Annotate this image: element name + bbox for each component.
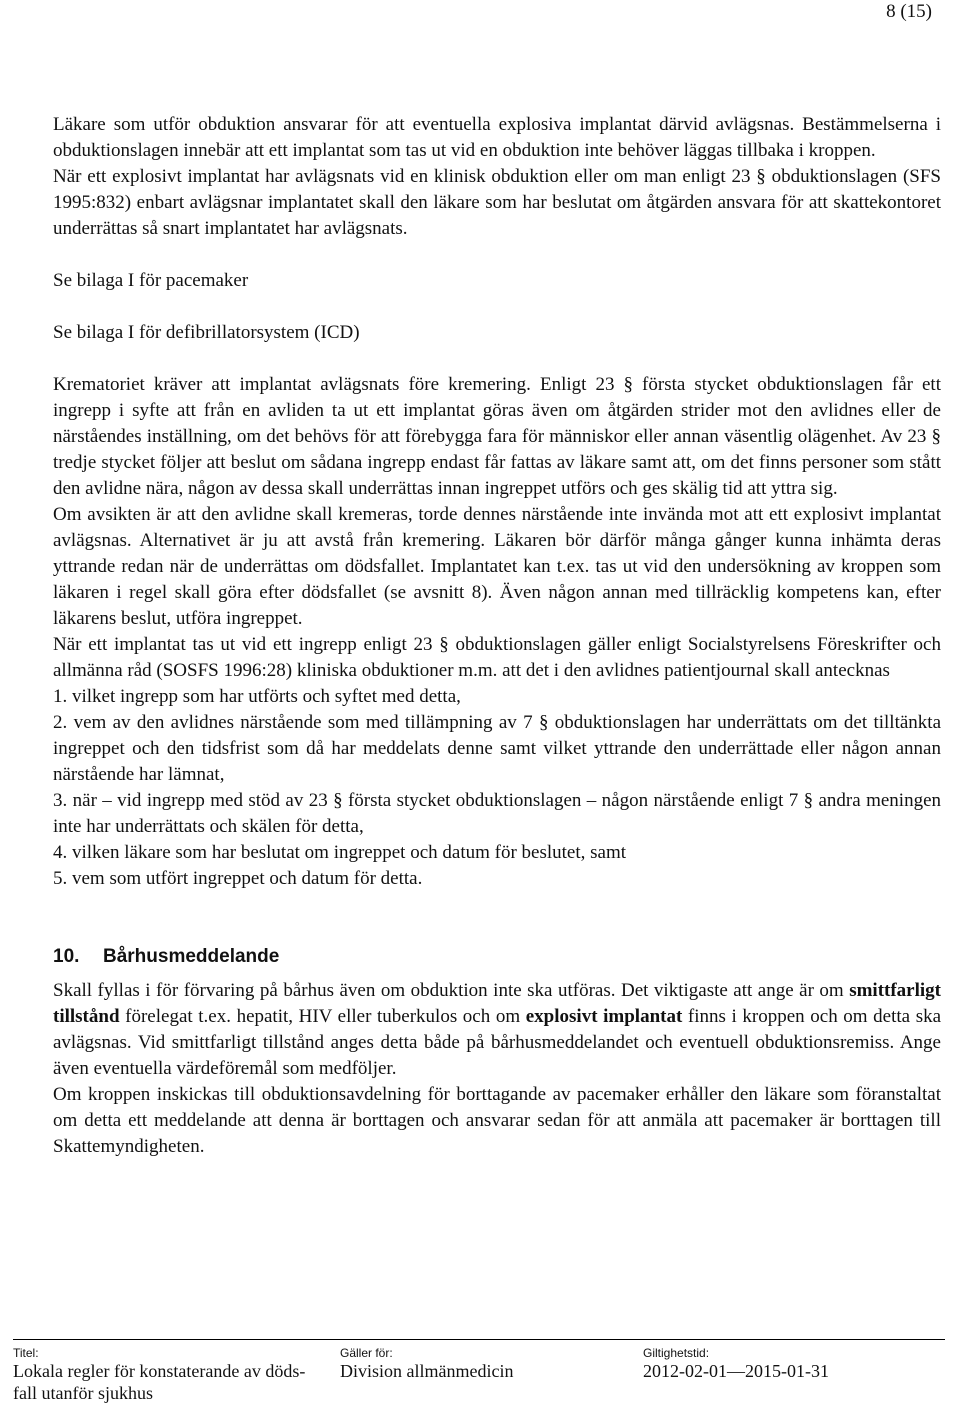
paragraph-tax-office-notice: När ett explosivt implantat har avlägsnats vid en klinisk obduktion eller om man enligt 23 § obduktionslagen (SFS 1995:832) enbart avlägsnar implantatet skall den läkare som har beslutat om åtgärden ansvara för att skattekontoret underrättas så snart implantatet har avlägsnats. [53, 166, 941, 239]
footer-applies-label: Gäller för: [340, 1346, 393, 1360]
list-item: 4. vilken läkare som har beslutat om ingreppet och datum för beslutet, samt [53, 842, 627, 863]
footer-title-label: Titel: [13, 1346, 39, 1360]
footer-validity-value: 2012-02-01—2015-01-31 [643, 1361, 829, 1381]
morgue-text-mid: förelegat t.ex. hepatit, HIV eller tuberkulos och om [125, 1006, 521, 1027]
list-item: 3. när – vid ingrepp med stöd av 23 § första stycket obduktionslagen – någon närstående enligt 7 § andra meningen inte har underrättats och skälen för detta, [53, 790, 941, 837]
footer-applies-block [340, 1346, 620, 1382]
paragraph-autopsy-responsibility: Läkare som utför obduktion ansvarar för att eventuella explosiva implantat därvid avlägsnas. Bestämmelserna i obduktionslagen innebär att ett implantat som tas ut vid en obduktion inte behöver läggas tillbaka i kroppen. [53, 114, 941, 161]
paragraph-morgue-notice [53, 978, 941, 1082]
morgue-text-end: finns i kroppen och om detta ska avlägsnas. Vid smittfarligt tillstånd anges detta både på bårhusmeddelandet och eventuell obduktionsremiss. Ange även eventuella värdeföremål som medföljer. [53, 1006, 942, 1079]
paragraph-cremation-intent: Om avsikten är att den avlidne skall kremeras, torde dennes närstående inte invända mot att ett explosivt implantat avlägsnas. Alternativet är ju att avstå från kremering. Läkaren bör därför många gånger kunna inhämta deras yttrande redan när de underrättas om dödsfallet. Implantatet kan t.ex. tas ut vid den undersökning av kroppen som läkaren i regel skall göra efter dödsfallet (se avsnitt 8). Även någon annan med tillräcklig kompetens kan, efter läkarens beslut, utföra ingreppet. [53, 504, 941, 629]
document-body [53, 112, 941, 1160]
emphasis-explosive-implant: explosivt implantat [525, 1006, 683, 1027]
list-item: 5. vem som utfört ingreppet och datum för detta. [53, 868, 423, 889]
footer-validity-label: Giltighetstid: [643, 1346, 710, 1360]
footer-title-line1: Lokala regler för konstaterande av döds- [13, 1361, 306, 1381]
section-number: 10. [53, 946, 80, 967]
paragraph-crematorium: Krematoriet kräver att implantat avlägsnats före kremering. Enligt 23 § första stycket obduktionslagen får ett ingrepp i syfte att från en avliden ta ut ett implantat göras även om åtgärden strider mot den avlidnes eller de närståendes inställning, om det behövs för att förebygga fara för människor eller annan väsentlig olägenhet. Av 23 § tredje stycket följer att beslut om sådana ingrepp endast får fattas av läkare samt att, om det finns personer som stått den avlidne nära, någon av dessa skall underrättas innan ingreppet utförs och ges skälig tid att yttra sig. [53, 374, 941, 499]
section-title: Bårhusmeddelande [103, 946, 280, 967]
emphasis-infectious: smittfarligt tillstånd [53, 980, 942, 1027]
page-number: 8 (15) [886, 1, 932, 22]
paragraph-journal-requirements: När ett implantat tas ut vid ett ingrepp enligt 23 § obduktionslagen gäller enligt Socialstyrelsens Föreskrifter och allmänna råd (SOSFS 1996:28) kliniska obduktioner m.m. att det i den avlidnes patientjournal skall antecknas [53, 634, 941, 681]
footer-title-line2: fall utanför sjukhus [13, 1383, 153, 1403]
list-item: 1. vilket ingrepp som har utförts och syftet med detta, [53, 686, 461, 707]
footer-validity-block [643, 1346, 943, 1382]
paragraph-pacemaker-removal: Om kroppen inskickas till obduktionsavdelning för borttagande av pacemaker erhåller den läkare som föranstaltat om detta ett meddelande att denna är borttagen och ansvarar sedan för att anmäla att pacemaker är borttagen till Skattemyndigheten. [53, 1084, 941, 1157]
section-heading [53, 944, 941, 970]
document-footer [13, 1339, 945, 1403]
list-item: 2. vem av den avlidnes närstående som med tillämpning av 7 § obduktionslagen har underrättats om det tilltänkta ingreppet och den tidsfrist som då har meddelats denne samt vilket yttrande den underrättade eller någon annan närstående har lämnat, [53, 712, 941, 785]
journal-list [53, 684, 941, 892]
morgue-text-start: Skall fyllas i för förvaring på bårhus även om obduktion inte ska utföras. Det viktigaste att ange är om [53, 980, 844, 1001]
link-icd-appendix: Se bilaga I för defibrillatorsystem (ICD) [53, 322, 360, 343]
link-pacemaker-appendix: Se bilaga I för pacemaker [53, 270, 249, 291]
footer-applies-value: Division allmänmedicin [340, 1361, 514, 1381]
footer-title-block [13, 1346, 333, 1404]
